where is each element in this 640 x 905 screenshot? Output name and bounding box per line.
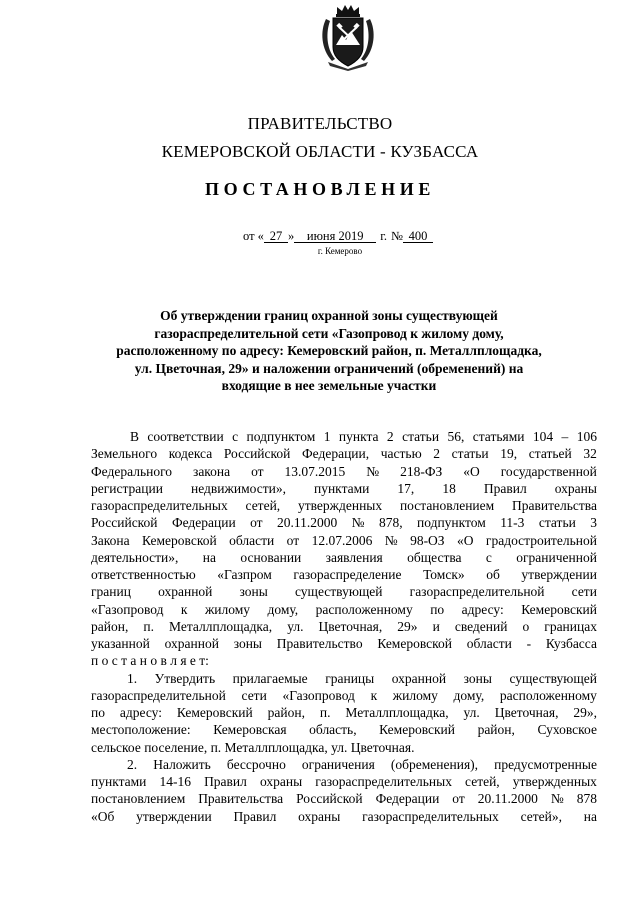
body-word: области — [466, 636, 512, 651]
body-word: жилому — [204, 601, 251, 617]
body-line — [91, 652, 597, 669]
number-label: № — [391, 229, 403, 243]
body-word: указанной — [91, 636, 150, 651]
body-word: 106 — [576, 429, 597, 444]
date-month-year: июня 2019 — [294, 230, 376, 243]
body-word: Кемеровская — [213, 722, 287, 738]
place-of-issue: г. Кемерово — [317, 246, 363, 256]
title-line: Об утверждении границ охранной зоны существующей — [160, 308, 498, 323]
body-word: закона — [192, 463, 231, 479]
body-word: сети — [571, 584, 597, 600]
body-word: градостроительной — [485, 532, 597, 548]
body-word: на — [202, 549, 216, 565]
date-day: 27 — [264, 230, 288, 243]
body-word: Федерации — [375, 791, 440, 807]
body-word: области — [229, 532, 275, 548]
body-word: Суховское — [537, 722, 597, 738]
body-word: от — [250, 515, 263, 531]
body-word: «О — [457, 532, 474, 548]
body-line — [91, 756, 597, 773]
body-word: «Газопровод — [282, 687, 355, 703]
body-word: 2 — [433, 446, 441, 462]
body-word: от — [452, 791, 465, 807]
body-line — [91, 773, 597, 790]
body-word: постановлением — [91, 791, 186, 807]
body-word: общества — [407, 549, 462, 565]
date-and-number-line — [243, 229, 433, 244]
body-word: утвержденных — [512, 774, 597, 789]
body-word: Наложить — [153, 756, 211, 772]
body-word: (обременения), — [390, 756, 479, 772]
body-line — [91, 445, 597, 462]
body-word: от — [286, 532, 300, 548]
body-word: соответствии — [147, 429, 224, 444]
body-word: 29» — [397, 618, 418, 634]
body-word: Правительства — [198, 791, 284, 807]
body-word: ул. — [287, 618, 304, 634]
body-word: газораспределительной — [91, 687, 226, 703]
body-word: № — [351, 515, 365, 531]
body-word: ответственностью — [91, 567, 196, 582]
body-word: Российской — [91, 515, 158, 531]
body-word: Российской — [223, 446, 291, 462]
body-word: подпунктом — [416, 515, 486, 531]
body-word: газораспределительных — [315, 774, 452, 789]
body-word: постановлением — [399, 498, 495, 513]
body-word: охранной — [158, 584, 213, 600]
body-word: Закона — [91, 532, 130, 548]
body-word: сельское поселение, п. Металлплощадка, ул. Цветочная. — [91, 739, 415, 755]
body-line — [91, 601, 597, 618]
body-word: пунктами — [91, 774, 147, 789]
body-word: по — [91, 705, 105, 720]
coat-of-arms-icon — [318, 5, 378, 71]
body-word: п. — [319, 705, 331, 720]
body-line — [91, 497, 597, 514]
body-word: Кемеровской — [142, 532, 217, 548]
body-word: Правительства — [512, 498, 597, 513]
body-word: к — [370, 687, 378, 703]
body-word: Кемеровский — [521, 601, 597, 617]
body-word: Кемеровский — [176, 705, 253, 720]
body-word: № — [550, 791, 564, 807]
title-line: расположенному по адресу: Кемеровский район, п. Металлплощадка, — [116, 343, 542, 358]
body-word: статьи — [451, 446, 489, 462]
body-word: пунктами — [313, 480, 370, 496]
body-word: Правительство — [276, 636, 363, 651]
body-word: 11-3 — [500, 515, 525, 531]
title-line: входящие в нее земельные участки — [221, 378, 437, 393]
body-word: Земельного — [91, 446, 158, 462]
body-word: частью — [380, 446, 422, 462]
body-word: зоны — [463, 670, 492, 686]
body-word: Цветочная, — [494, 705, 559, 720]
body-line — [91, 790, 597, 807]
body-word: о — [522, 618, 530, 634]
body-word: п о с т а н о в л я е т: — [91, 653, 209, 669]
body-line — [91, 687, 597, 704]
body-word: границах — [544, 618, 597, 634]
body-word: жилому — [392, 687, 438, 703]
body-word: 56, — [447, 429, 465, 444]
body-word: 12.07.2006 — [311, 532, 373, 548]
body-line — [91, 670, 597, 687]
body-line — [91, 428, 597, 445]
body-word: утвержденных — [297, 498, 383, 513]
body-word: 2. — [127, 756, 138, 772]
body-word: Металлплощадка, — [345, 705, 449, 720]
body-word: ул. — [463, 705, 480, 720]
authority-line-2: КЕМЕРОВСКОЙ ОБЛАСТИ - КУЗБАССА — [161, 142, 479, 161]
body-word: Металлплощадка, — [169, 618, 273, 634]
body-word: Кузбасса — [545, 636, 597, 651]
body-word: основании — [240, 549, 302, 565]
body-word: сетей, — [245, 498, 281, 513]
body-word: 32 — [583, 446, 597, 462]
document-title — [98, 307, 560, 395]
body-word: адресу: — [461, 601, 504, 617]
body-line — [91, 532, 597, 549]
body-word: с — [485, 549, 492, 565]
title-line: газораспределительной сети «Газопровод к жилому дому, — [154, 325, 504, 341]
body-word: статьи — [538, 515, 576, 531]
body-word: 13.07.2015 — [284, 463, 346, 479]
body-line — [91, 721, 597, 738]
body-word: Кемеровский — [379, 722, 455, 738]
body-word: газораспределительных — [362, 808, 499, 824]
body-word: и — [432, 618, 440, 634]
body-word: расположенному — [499, 687, 597, 703]
body-word: государственной — [500, 463, 597, 479]
body-word: Правил — [204, 774, 247, 789]
body-word: утверждении — [521, 567, 597, 582]
body-word: 2 — [386, 429, 394, 444]
body-word: № — [384, 532, 398, 548]
body-line — [91, 566, 597, 583]
body-line — [91, 808, 597, 825]
body-word: ограничения — [301, 756, 375, 772]
body-word: бессрочно — [226, 756, 286, 772]
body-word: с — [232, 429, 239, 444]
body-word: В — [130, 429, 140, 444]
body-word: Утвердить — [154, 670, 216, 686]
body-word: ограниченной — [516, 549, 597, 565]
body-line — [91, 583, 597, 600]
body-word: охраны — [554, 480, 597, 496]
body-word: Правил — [233, 808, 277, 824]
body-word: статьи — [402, 429, 440, 444]
body-word: об — [486, 567, 500, 582]
body-word: 19, — [500, 446, 518, 462]
body-line — [91, 739, 597, 756]
body-word: пункта — [338, 429, 379, 444]
body-word: район, — [267, 705, 305, 720]
body-line — [91, 480, 597, 497]
body-word: кодекса — [168, 446, 213, 462]
body-word: Правил — [483, 480, 527, 496]
body-word: «Об — [91, 808, 115, 824]
body-line — [91, 635, 597, 652]
body-word: Федерации — [171, 515, 236, 531]
body-word: подпунктом — [246, 429, 316, 444]
body-word: № — [366, 463, 380, 479]
body-word: охранной — [391, 670, 447, 686]
body-word: дому, — [267, 601, 299, 617]
body-word: 218-ФЗ — [400, 463, 443, 479]
body-word: к — [180, 601, 188, 617]
body-word: охраны — [259, 774, 303, 789]
body-word: 878, — [378, 515, 403, 531]
body-word: Томск» — [423, 567, 465, 582]
body-word: «Газпром — [217, 567, 272, 582]
body-line — [91, 463, 597, 480]
body-word: 20.11.2000 — [477, 791, 538, 807]
body-word: зоны — [239, 584, 268, 600]
document-number: 400 — [403, 230, 433, 243]
body-word: предусмотренные — [494, 756, 597, 772]
body-word: 20.11.2000 — [277, 515, 338, 531]
body-word: деятельности», — [91, 549, 179, 565]
body-word: район, — [477, 722, 515, 738]
body-word: границ — [91, 584, 131, 600]
body-word: район, — [91, 618, 129, 634]
body-word: прилагаемые — [232, 670, 308, 686]
document-body — [91, 428, 597, 825]
body-word: сети — [241, 687, 267, 703]
date-close-quote: » — [287, 229, 295, 243]
body-word: 18 — [442, 480, 456, 496]
body-word: 17, — [397, 480, 415, 496]
authority-line-1: ПРАВИТЕЛЬСТВО — [247, 114, 393, 133]
body-word: заявления — [325, 549, 383, 565]
body-word: Цветочная, — [318, 618, 383, 634]
body-word: Федерации, — [301, 446, 370, 462]
body-word: статьей — [528, 446, 572, 462]
body-word: область, — [309, 722, 357, 738]
body-word: - — [526, 636, 532, 651]
body-line — [91, 618, 597, 635]
body-word: 29», — [573, 705, 597, 720]
date-prefix: от « — [243, 229, 264, 243]
body-word: на — [583, 808, 597, 824]
body-word: охраны — [298, 808, 341, 824]
body-word: охранной — [164, 636, 219, 651]
body-word: Федерального — [91, 463, 173, 479]
body-word: существующей — [509, 670, 597, 686]
body-line — [91, 704, 597, 721]
body-word: местоположение: — [91, 722, 191, 738]
body-word: существующей — [294, 584, 383, 600]
body-word: 104 — [532, 429, 554, 444]
title-line: ул. Цветочная, 29» и наложении ограничений (обременений) на — [134, 360, 524, 376]
body-word: «Газопровод — [91, 601, 164, 617]
body-word: адресу: — [119, 705, 162, 720]
document-type-heading: ПОСТАНОВЛЕНИЕ — [205, 179, 435, 199]
body-word: газораспределительных — [91, 498, 228, 513]
body-word: Кемеровской — [377, 636, 452, 651]
date-suffix: г. — [380, 229, 388, 243]
body-word: «О — [463, 463, 480, 479]
body-word: регистрации — [91, 480, 163, 496]
body-word: утверждении — [136, 808, 212, 824]
body-word: 3 — [590, 515, 597, 531]
body-word: газораспределение — [293, 567, 402, 582]
body-word: статьями — [472, 429, 525, 444]
body-word: расположенному — [315, 601, 413, 617]
body-word: 878 — [576, 791, 597, 807]
body-word: сетей», — [520, 808, 562, 824]
body-line — [91, 549, 597, 566]
body-word: недвижимости», — [191, 480, 286, 496]
body-word: зоны — [233, 636, 263, 651]
body-word: сведений — [454, 618, 508, 634]
body-word: п. — [143, 618, 154, 634]
body-line — [91, 514, 597, 531]
body-word: Российской — [296, 791, 363, 807]
body-word: 1 — [323, 429, 331, 444]
body-word: газораспределительной — [409, 584, 545, 600]
body-word: от — [251, 463, 264, 479]
body-word: – — [561, 429, 569, 444]
body-word: дому, — [453, 687, 485, 703]
body-word: по — [430, 601, 445, 617]
body-word: сетей, — [465, 774, 500, 789]
body-word: 14-16 — [159, 774, 191, 789]
body-word: 1. — [127, 670, 138, 686]
body-word: 98-ОЗ — [410, 532, 445, 548]
body-word: границы — [325, 670, 375, 686]
